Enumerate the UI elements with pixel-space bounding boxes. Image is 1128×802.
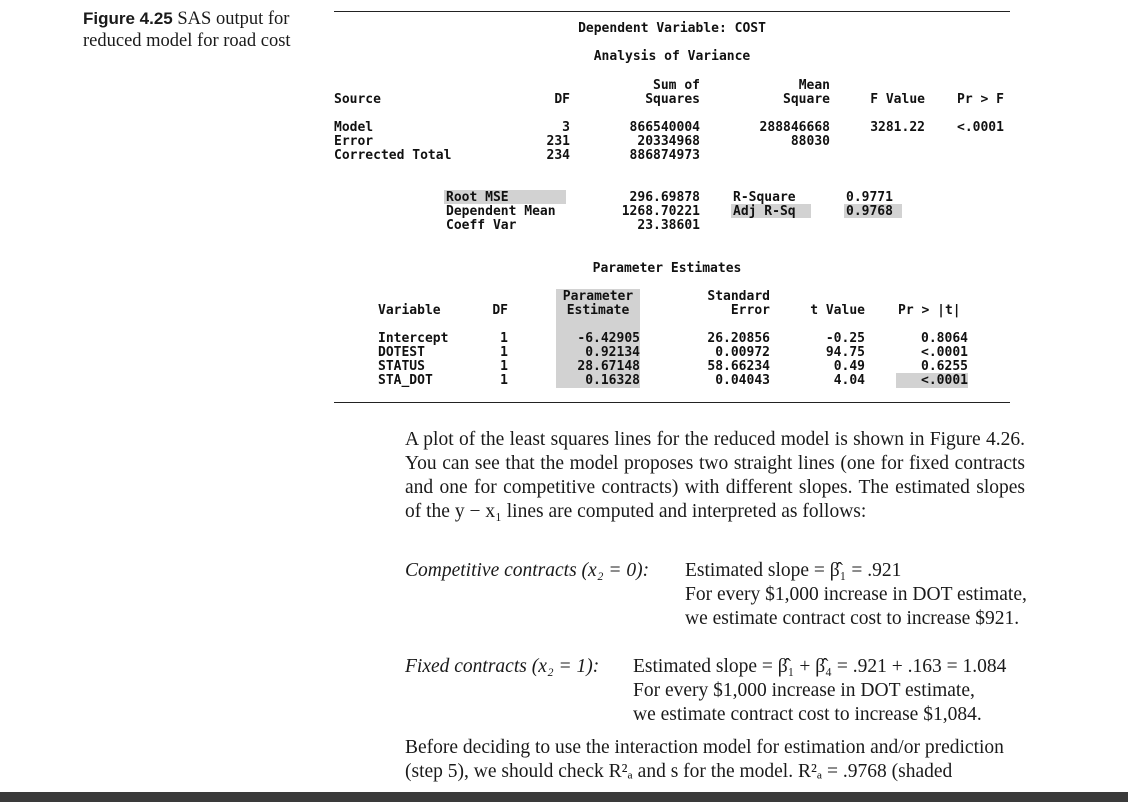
param-row-status-se: 58.66234: [707, 359, 770, 374]
anova-header-df: DF: [554, 92, 570, 107]
anova-row-model-df: 3: [562, 120, 570, 135]
output-top-rule: [334, 11, 1010, 12]
anova-row-model-ms: 288846668: [759, 120, 830, 135]
anova-row-model-p: <.0001: [957, 120, 1004, 135]
param-row-intercept-variable: Intercept: [378, 331, 449, 346]
param-row-dotest-p: <.0001: [921, 345, 968, 360]
param-header-t: t Value: [810, 303, 865, 318]
anova-header-f: F Value: [870, 92, 925, 107]
param-row-intercept-t: -0.25: [825, 331, 865, 346]
param-row-intercept-df: 1: [500, 331, 508, 346]
anova-header-p: Pr > F: [957, 92, 1004, 107]
dependent-variable-title: Dependent Variable: COST: [578, 21, 766, 36]
param-row-sta-dot-t: 4.04: [833, 373, 865, 388]
param-row-status-t: 0.49: [833, 359, 865, 374]
fit-coeff-var-label: Coeff Var: [446, 218, 517, 233]
competitive-interp-2: we estimate contract cost to increase $921.: [685, 608, 1020, 629]
anova-header-source: Source: [334, 92, 381, 107]
competitive-label: Competitive contracts (x₂ = 0):: [405, 560, 650, 581]
anova-row-model-f: 3281.22: [870, 120, 925, 135]
fit-dep-mean-label: Dependent Mean: [446, 204, 556, 219]
param-row-dotest-est: 0.92134: [585, 345, 640, 360]
anova-header-ms-top: Mean: [798, 78, 830, 93]
output-bottom-rule: [334, 402, 1010, 403]
param-row-sta-dot-variable: STA_DOT: [378, 373, 433, 388]
param-row-dotest-t: 94.75: [825, 345, 865, 360]
param-header-se-top: Standard: [707, 289, 770, 304]
param-row-status-df: 1: [500, 359, 508, 374]
body-paragraph-2-line-1: Before deciding to use the interaction model for estimation and/or prediction: [405, 737, 1004, 758]
param-header-est-bottom: Estimate: [566, 303, 630, 318]
param-row-status-variable: STATUS: [378, 359, 425, 374]
anova-header-ms-bottom: Square: [783, 92, 830, 107]
fit-root-mse-value: 296.69878: [629, 190, 700, 205]
anova-row-total-ss: 886874973: [629, 148, 700, 163]
fit-adj-rsq-label: Adj R-Sq: [733, 204, 796, 219]
anova-row-error-ms: 88030: [790, 134, 830, 149]
param-row-intercept-se: 26.20856: [707, 331, 770, 346]
anova-header-ss-top: Sum of: [653, 78, 700, 93]
param-row-sta-dot-est: 0.16328: [585, 373, 640, 388]
param-row-intercept-est: -6.42905: [577, 331, 640, 346]
competitive-interp-1: For every $1,000 increase in DOT estimate,: [685, 584, 1027, 605]
fixed-interp-1: For every $1,000 increase in DOT estimate,: [633, 680, 975, 701]
param-row-status-est: 28.67148: [577, 359, 640, 374]
param-row-dotest-se: 0.00972: [715, 345, 770, 360]
fit-root-mse-label: Root MSE: [446, 190, 509, 205]
fixed-slope: Estimated slope = β̂₁ + β̂₄ = .921 + .163 = 1.084: [633, 656, 1007, 677]
anova-row-error-df: 231: [546, 134, 570, 149]
anova-title: Analysis of Variance: [593, 49, 751, 64]
body-paragraph-1: A plot of the least squares lines for the reduced model is shown in Figure 4.26. You can see that the model proposes two straight lines (one for fixed contracts and one for competitive contracts) with different slopes. The estimated slopes of the y − x₁ lines are computed and interpreted as follows:: [405, 429, 1025, 522]
fit-rsq-label: R-Square: [733, 190, 796, 205]
fit-rsq-value: 0.9771: [846, 190, 893, 205]
anova-row-error-ss: 20334968: [637, 134, 700, 149]
param-row-intercept-p: 0.8064: [921, 331, 968, 346]
figure-caption: [83, 8, 313, 52]
fit-coeff-var-value: 23.38601: [637, 218, 700, 233]
anova-row-total-source: Corrected Total: [334, 148, 452, 163]
competitive-slope: Estimated slope = β̂₁ = .921: [685, 560, 902, 581]
param-row-sta-dot-p: <.0001: [921, 373, 968, 388]
anova-row-error-source: Error: [334, 134, 374, 149]
anova-row-model-source: Model: [334, 120, 374, 135]
param-header-est-top: Parameter: [562, 289, 634, 304]
anova-row-total-df: 234: [546, 148, 570, 163]
param-row-dotest-df: 1: [500, 345, 508, 360]
param-row-status-p: 0.6255: [921, 359, 968, 374]
param-row-sta-dot-se: 0.04043: [715, 373, 770, 388]
fixed-interp-2: we estimate contract cost to increase $1,084.: [633, 704, 982, 725]
parameter-estimates-title: Parameter Estimates: [592, 261, 742, 276]
figure-label: Figure 4.25: [83, 9, 173, 28]
fit-dep-mean-value: 1268.70221: [621, 204, 700, 219]
fit-adj-rsq-value: 0.9768: [846, 204, 893, 219]
figure-caption-text: SAS output for reduced model for road cost: [83, 9, 291, 51]
fixed-label: Fixed contracts (x₂ = 1):: [405, 656, 600, 677]
param-row-dotest-variable: DOTEST: [378, 345, 425, 360]
param-header-se-bottom: Error: [730, 303, 770, 318]
param-header-p: Pr > |t|: [898, 303, 961, 318]
param-header-variable: Variable: [378, 303, 441, 318]
param-row-sta-dot-df: 1: [500, 373, 508, 388]
anova-row-model-ss: 866540004: [629, 120, 700, 135]
param-header-df: DF: [492, 303, 508, 318]
body-paragraph-2-line-2: (step 5), we should check R²ₐ and s for the model. R²ₐ = .9768 (shaded: [405, 761, 953, 782]
viewer-bottom-bar: [0, 792, 1128, 802]
anova-header-ss-bottom: Squares: [645, 92, 700, 107]
